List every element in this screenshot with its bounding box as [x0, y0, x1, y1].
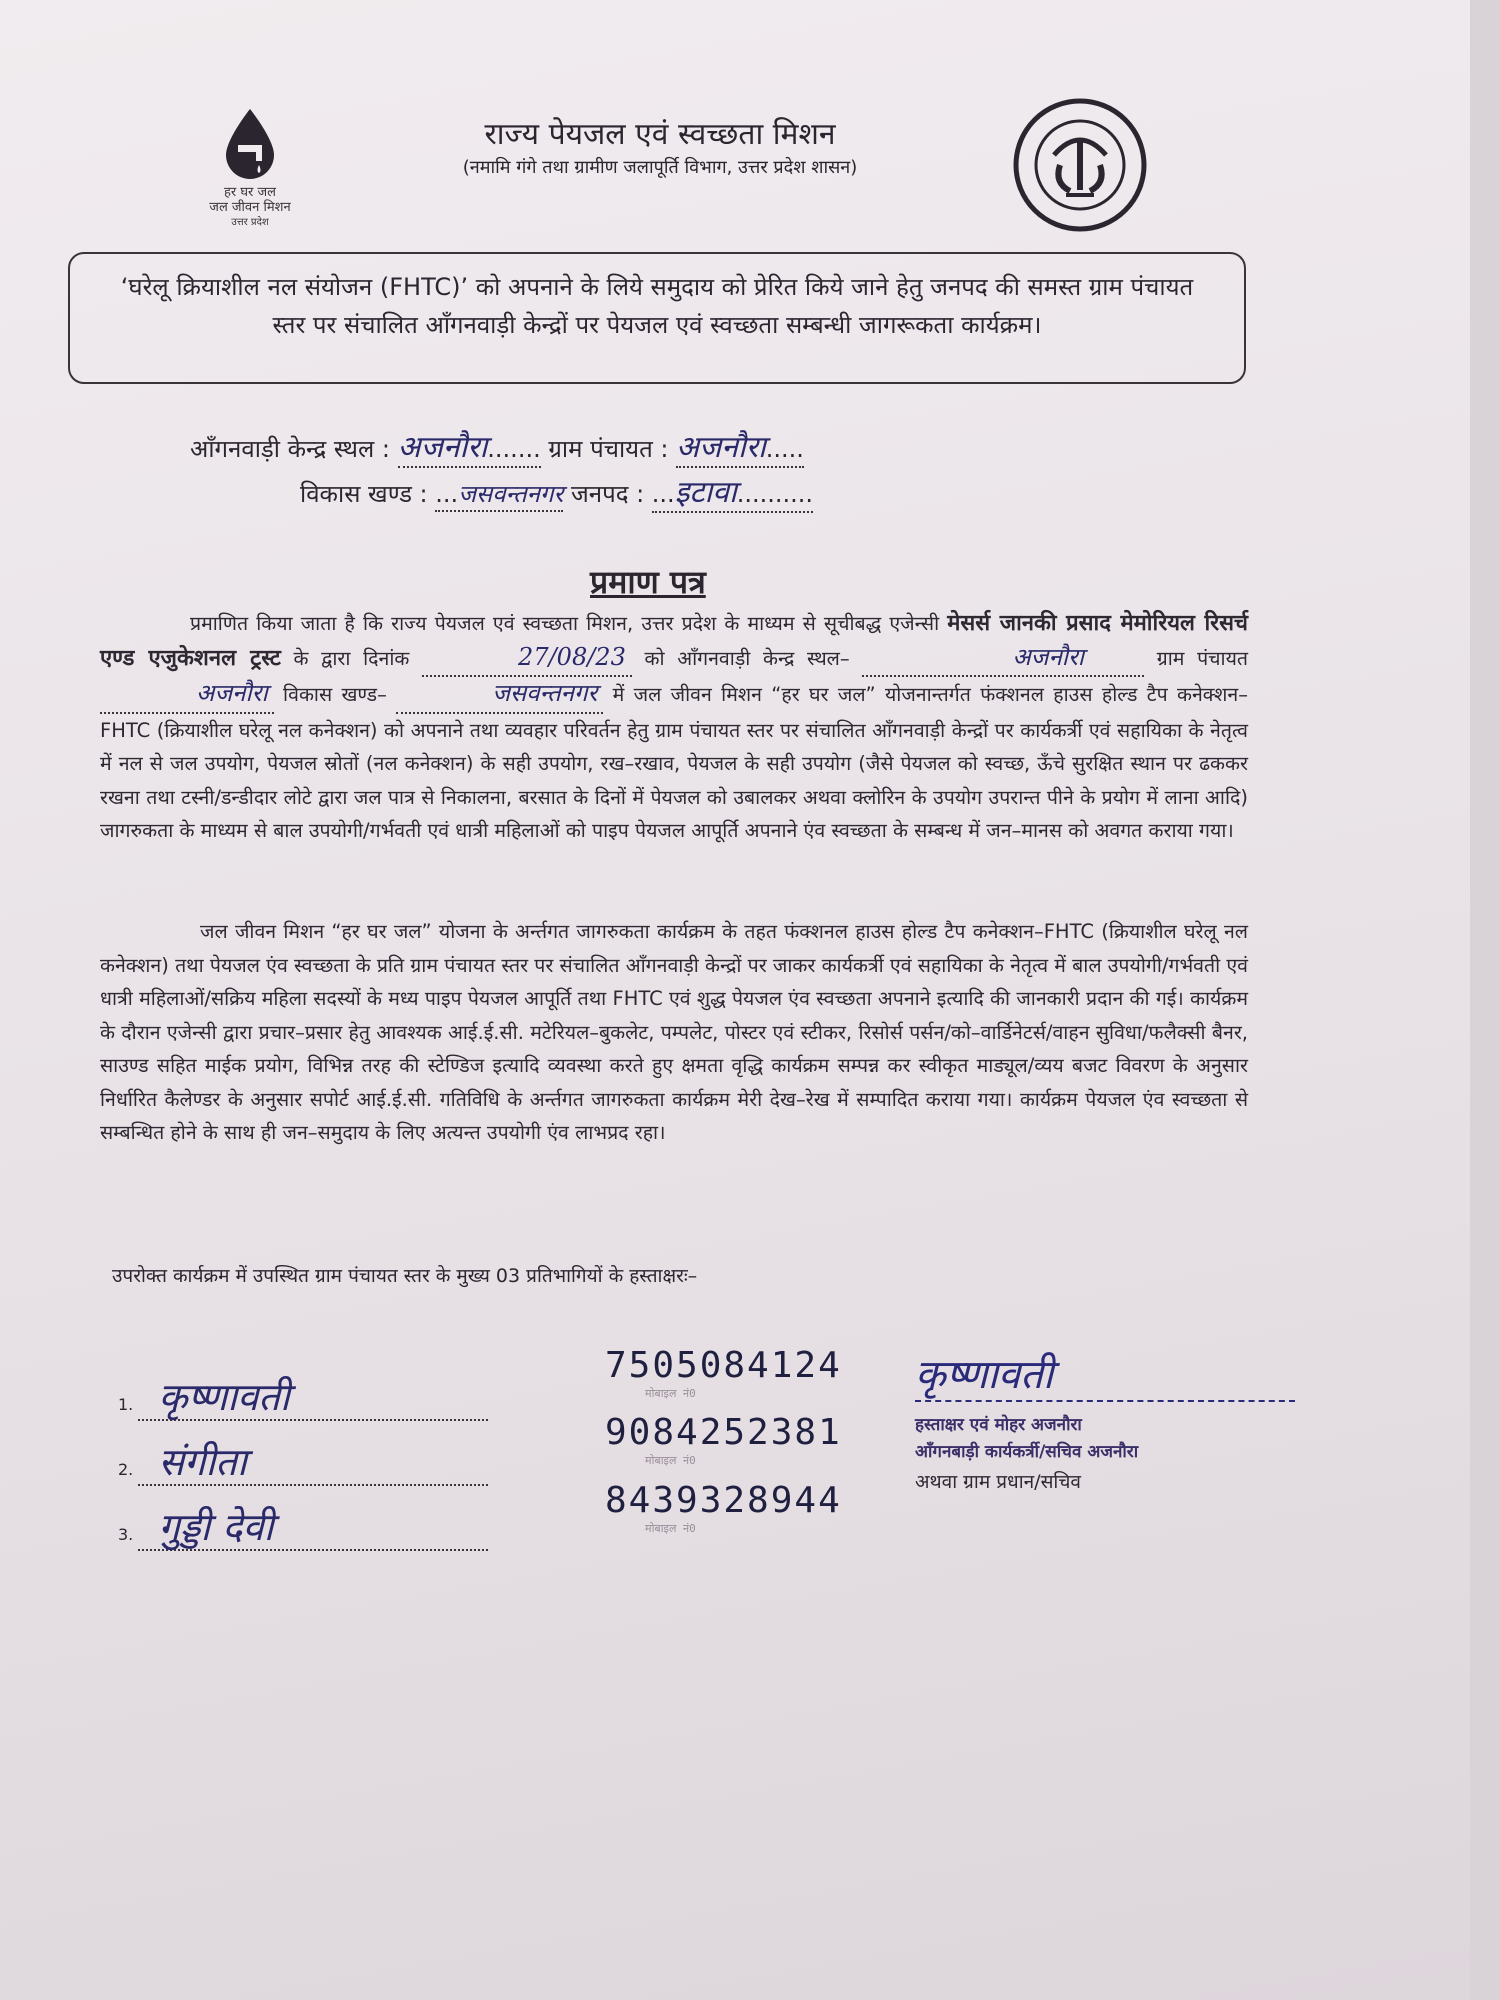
participant-signature-3 — [118, 1505, 488, 1551]
participants-label: उपरोक्त कार्यक्रम में उपस्थित ग्राम पंचायत स्तर के मुख्य 03 प्रतिभागियों के हस्ताक्षरः– — [112, 1265, 698, 1287]
program-banner: ‘घरेलू क्रियाशील नल संयोजन (FHTC)’ को अपनाने के लिये समुदाय को प्रेरित किये जाने हेतु जनपद की समस्त ग्राम पंचायत स्तर पर संचालित आँगनवाड़ी केन्द्रों पर पेयजल एवं स्वच्छता सम्बन्धी जागरूकता कार्यक्रम। — [68, 252, 1246, 384]
gram-panchayat-value: अजनौरा — [676, 430, 766, 465]
anganwadi-label: आँगनवाड़ी केन्द्र स्थल : — [190, 435, 391, 463]
stamp-line-1: हस्ताक्षर एवं मोहर अजनौरा — [915, 1415, 1082, 1435]
p1-text-c: को आँगनवाड़ी केन्द्र स्थल– — [644, 646, 850, 670]
field-row-1: आँगनवाड़ी केन्द्र स्थल : अजनौरा....... ग्राम पंचायत : अजनौरा..... — [190, 425, 804, 468]
janpad-label: जनपद : — [570, 480, 645, 508]
p1-text-a: प्रमाणित किया जाता है कि राज्य पेयजल एवं स्वच्छता मिशन, उत्तर प्रदेश के माध्यम से सूचीबद्ध एजेन्सी — [190, 612, 940, 635]
agency-name: मेसर्स जानकी प्रसाद मेमोरियल रिसर्च एण्ड एजुकेशनल ट्रस्ट — [100, 611, 1248, 671]
up-government-seal — [1010, 95, 1150, 235]
participant-signature-1 — [118, 1375, 488, 1421]
phone-number: 9084252381 — [605, 1412, 842, 1453]
logo-caption-2: जल जीवन मिशन — [209, 200, 291, 215]
pradhan-label: अथवा ग्राम प्रधान/सचिव — [915, 1471, 1081, 1493]
vikas-khand-value: जसवन्तनगर — [458, 480, 564, 508]
mission-subtitle: (नमामि गंगे तथा ग्रामीण जलापूर्ति विभाग, उत्तर प्रदेश शासन) — [462, 157, 858, 178]
gram-panchayat-label: ग्राम पंचायत : — [548, 435, 669, 463]
certificate-title: प्रमाण पत्र — [590, 563, 706, 601]
p1-text-e: विकास खण्ड– — [283, 683, 387, 706]
p1-text-f: में जल जीवन मिशन “हर घर जल” योजनान्तर्गत फंक्शनल हाउस होल्ड टैप कनेक्शन–FHTC (क्रियाशील घरेलू नल कनेक्शन) को अपनाने तथा व्यवहार परिवर्तन हेतु ग्राम पंचायत स्तर पर संचालित आँगनवाड़ी केन्द्रों पर कार्यकर्त्री एवं सहायिका के नेतृत्व में नल से जल उपयोग, पेयजल स्रोतों (नल कनेक्शन) के सही उपयोग, रख–रखाव, पेयजल के सही उपयोग (जैसे पेयजल को स्वच्छ, ऊँचे सुरक्षित स्थान पर ढककर रखना तथा टस्नी/डन्डीदार लोटे द्वारा जल पात्र से निकालना, बरसात के दिनों में पेयजल को उबालकर अथवा क्लोरिन के उपयोग उपरान्त पीने के प्रयोग में लाना आदि) जागरुकता के माध्यम से बाल उपयोगी/गर्भवती एवं धात्री महिलाओं को पाइप पेयजल आपूर्ति अपनाने एंव स्वच्छता के सम्बन्ध में जन–मानस को अवगत कराया गया। — [100, 683, 1248, 842]
stamp-line-2: आँगनबाड़ी कार्यकर्त्री/सचिव अजनौरा — [915, 1442, 1139, 1462]
logo-caption-3: उत्तर प्रदेश — [231, 217, 269, 228]
participant-number: 1. — [118, 1395, 134, 1414]
phone-number: 8439328944 — [605, 1480, 842, 1521]
phone-number: 7505084124 — [605, 1345, 842, 1386]
program-panchayat: अजनौरा — [196, 679, 268, 707]
program-date: 27/08/23 — [518, 642, 626, 671]
p1-text-d: ग्राम पंचायत — [1156, 646, 1249, 670]
phone-label: मोबाइल नं0 — [645, 1522, 696, 1535]
har-ghar-jal-logo — [190, 105, 310, 230]
up-emblem-icon — [1010, 95, 1150, 235]
participant-number: 3. — [118, 1525, 134, 1544]
participant-phone-2 — [605, 1412, 842, 1468]
participant-phone-3 — [605, 1480, 842, 1536]
certificate-paragraph-1 — [100, 607, 1248, 848]
program-block: जसवन्तनगर — [492, 679, 598, 707]
signatory-signature: कृष्णावती — [915, 1345, 1295, 1402]
participant-number: 2. — [118, 1460, 134, 1479]
anganwadi-value: अजनौरा — [397, 430, 488, 465]
p1-text-b: के द्वारा दिनांक — [293, 646, 410, 670]
certificate-paragraph-2: जल जीवन मिशन “हर घर जल” योजना के अर्न्तगत जागरुकता कार्यक्रम के तहत फंक्शनल हाउस होल्ड टैप कनेक्शन–FHTC (क्रियाशील घरेलू नल कनेक्शन) तथा पेयजल एंव स्वच्छता के प्रति ग्राम पंचायत स्तर पर संचालित आँगनवाड़ी केन्द्रों पर जाकर कार्यकर्त्री एवं सहायिका के नेतृत्व में बाल उपयोगी/गर्भवती एवं धात्री महिलाओं/सक्रिय महिला सदस्यों के मध्य पाइप पेयजल आपूर्ति तथा FHTC एवं शुद्ध पेयजल एंव स्वच्छता अपनाने इत्यादि की जानकारी प्रदान की गई। कार्यक्रम के दौरान एजेन्सी द्वारा प्रचार–प्रसार हेतु आवश्यक आई.ई.सी. मटेरियल–बुकलेट, पम्पलेट, पोस्टर एवं स्टीकर, रिसोर्स पर्सन/को–वार्डिनेटर्स/वाहन सुविधा/फलैक्सी बैनर, साउण्ड सहित माईक प्रयोग, विभिन्न तरह की स्टेण्डिज इत्यादि व्यवस्था करते हुए क्षमता वृद्धि कार्यक्रम सम्पन्न कर स्वीकृत माड्यूल/व्यय बजट विवरण के अनुसार निर्धारित कैलेण्डर के अनुसार सपोर्ट आई.ई.सी. गतिविधि के अर्न्तगत जागरुकता कार्यक्रम मेरी देख–रेख में सम्पादित कराया गया। कार्यक्रम पेयजल एंव स्वच्छता से सम्बन्धित होने के साथ ही जन–समुदाय के लिए अत्यन्त उपयोगी एंव लाभप्रद रहा। — [100, 920, 1248, 1144]
vikas-khand-label: विकास खण्ड : — [300, 480, 428, 508]
phone-label: मोबाइल नं0 — [645, 1454, 696, 1467]
signatory-block — [915, 1345, 1305, 1494]
mission-title: राज्य पेयजल एवं स्वच्छता मिशन — [484, 117, 836, 152]
phone-label: मोबाइल नं0 — [645, 1387, 696, 1400]
program-place: अजनौरा — [1012, 642, 1085, 671]
janpad-value: इटावा — [674, 475, 737, 510]
logo-caption-1: हर घर जल — [224, 185, 276, 200]
participant-name: कृष्णावती — [138, 1375, 488, 1421]
participant-signature-2 — [118, 1440, 488, 1486]
water-drop-icon — [220, 105, 280, 185]
participant-name: गुड्डी देवी — [138, 1505, 488, 1551]
participant-name: संगीता — [138, 1440, 488, 1486]
field-row-2: विकास खण्ड : ...जसवन्तनगर जनपद : ...इटावा.......... — [300, 470, 813, 513]
participant-phone-1 — [605, 1345, 842, 1401]
